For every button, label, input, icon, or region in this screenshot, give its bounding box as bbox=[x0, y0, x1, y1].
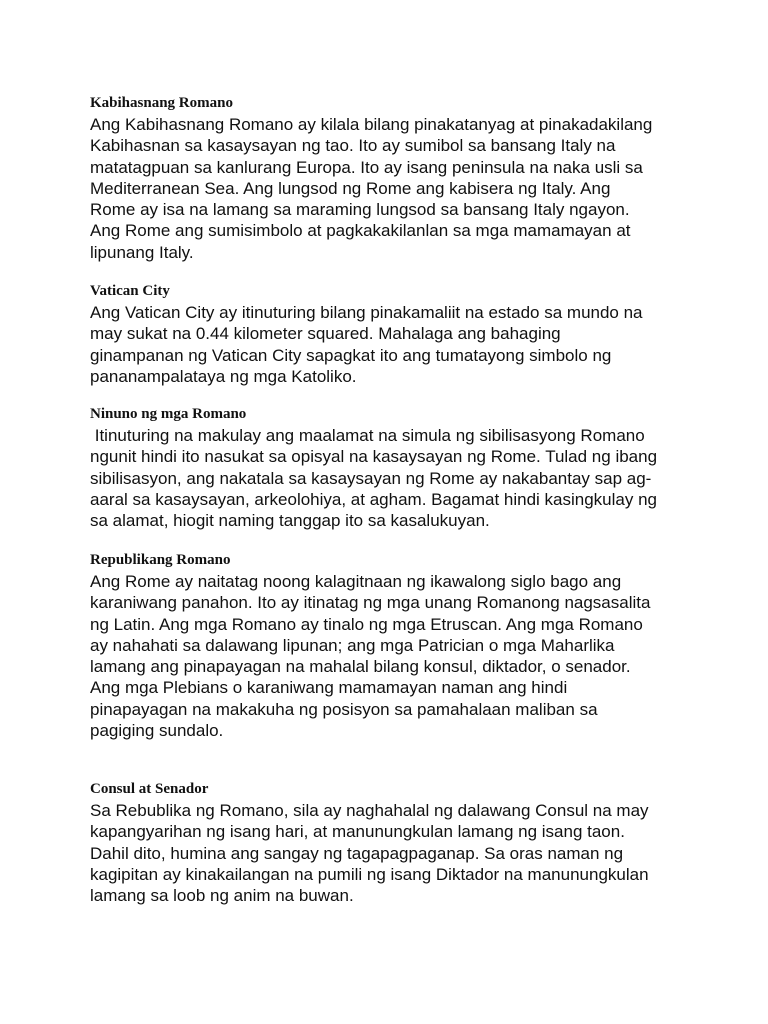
paragraph-line: ngunit hindi ito nasukat sa opisyal na kasaysayan ng Rome. Tulad ng ibang bbox=[90, 447, 658, 467]
paragraph-line: Ang Vatican City ay itinuturing bilang pinakamaliit na estado sa mundo na bbox=[90, 303, 643, 322]
paragraph-line: aaral sa kasaysayan, arkeolohiya, at agham. Bagamat hindi kasingkulay ng bbox=[90, 489, 658, 509]
paragraph-line: Ang mga Plebians o karaniwang mamamayan naman ang hindi bbox=[90, 678, 568, 698]
paragraph-line: ng Latin. Ang mga Romano ay tinalo ng mga Etruscan. Ang mga Romano bbox=[90, 614, 643, 634]
section-republikang-romano bbox=[90, 550, 730, 741]
paragraph-line: pinapayagan na makakuha ng posisyon sa pamahalaan maliban sa bbox=[90, 699, 598, 719]
section-kabihasnang-romano bbox=[90, 93, 730, 263]
paragraph-line: kagipitan ay kinakailangan na pumili ng isang Diktador na manunungkulan bbox=[90, 864, 649, 884]
paragraph-line: lamang sa loob ng anim na buwan. bbox=[90, 886, 354, 906]
paragraph-line: kapangyarihan ng isang hari, at manunungkulan lamang ng isang taon. bbox=[90, 822, 625, 842]
paragraph-line: Sa Rebublika ng Romano, sila ay naghahalal ng dalawang Consul na may bbox=[90, 801, 649, 820]
paragraph-line: matatagpuan sa kanlurang Europa. Ito ay isang peninsula na naka usli sa bbox=[90, 157, 643, 177]
paragraph-line: Ang Kabihasnang Romano ay kilala bilang pinakatanyag at pinakadakilang bbox=[90, 115, 653, 134]
paragraph-line: Itinuturing na makulay ang maalamat na simula ng sibilisasyong Romano bbox=[90, 426, 645, 445]
section-ninuno-ng-mga-romano bbox=[90, 404, 730, 531]
paragraph-line: lamang ang pinapayagan na mahalal bilang konsul, diktador, o senador. bbox=[90, 657, 631, 677]
paragraph-line: ay nahahati sa dalawang lipunan; ang mga Patrician o mga Maharlika bbox=[90, 635, 615, 655]
paragraph-line: Mediterranean Sea. Ang lungsod ng Rome ang kabisera ng Italy. Ang bbox=[90, 178, 611, 198]
section-heading: Consul at Senador bbox=[90, 781, 209, 797]
paragraph-line: lipunang Italy. bbox=[90, 242, 194, 262]
paragraph-line: Rome ay isa na lamang sa maraming lungsod sa bansang Italy ngayon. bbox=[90, 200, 630, 220]
section-heading: Kabihasnang Romano bbox=[90, 95, 233, 111]
paragraph-line: sa alamat, hiogit naming tanggap ito sa kasalukuyan. bbox=[90, 511, 490, 531]
paragraph-line: karaniwang panahon. Ito ay itinatag ng mga unang Romanong nagsasalita bbox=[90, 593, 651, 613]
section-heading: Vatican City bbox=[90, 283, 170, 299]
paragraph-line: ginampanan ng Vatican City sapagkat ito ang tumatayong simbolo ng bbox=[90, 345, 612, 365]
paragraph-line: may sukat na 0.44 kilometer squared. Mahalaga ang bahaging bbox=[90, 324, 561, 344]
paragraph-line: pagiging sundalo. bbox=[90, 721, 224, 741]
paragraph-line: sibilisasyon, ang nakatala sa kasaysayan ng Rome ay nakabantay sap ag- bbox=[90, 468, 652, 488]
section-vatican-city bbox=[90, 281, 730, 387]
paragraph-line: Ang Rome ay naitatag noong kalagitnaan ng ikawalong siglo bago ang bbox=[90, 572, 622, 591]
paragraph-line: Dahil dito, humina ang sangay ng tagapagpaganap. Sa oras naman ng bbox=[90, 843, 624, 863]
section-consul-at-senador bbox=[90, 779, 730, 906]
section-heading: Republikang Romano bbox=[90, 552, 231, 568]
section-heading: Ninuno ng mga Romano bbox=[90, 406, 247, 422]
paragraph-line: Kabihasnan sa kasaysayan ng tao. Ito ay sumibol sa bansang Italy na bbox=[90, 136, 616, 156]
paragraph-line: Ang Rome ang sumisimbolo at pagkakakilanlan sa mga mamamayan at bbox=[90, 221, 631, 241]
paragraph-line: pananampalataya ng mga Katoliko. bbox=[90, 366, 357, 386]
